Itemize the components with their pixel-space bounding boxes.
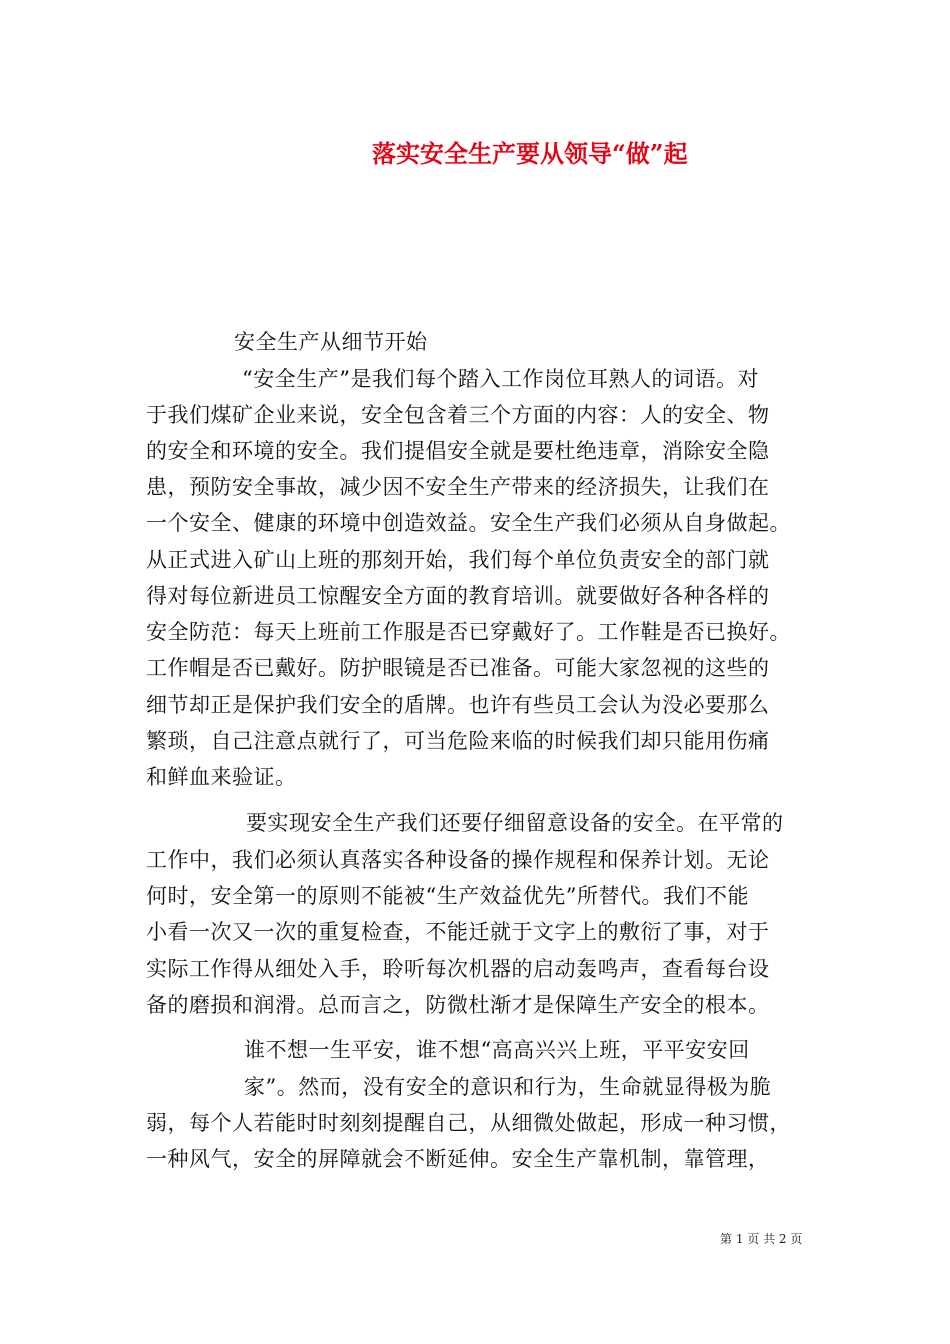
text-line: 一种风气，安全的屏障就会不断延伸。安全生产靠机制，靠管理， bbox=[146, 1147, 770, 1171]
text-line: 和鲜血来验证。 bbox=[146, 765, 297, 789]
text-line: 患，预防安全事故，减少因不安全生产带来的经济损失，让我们在 bbox=[146, 475, 770, 499]
text-line: 安全防范：每天上班前工作服是否已穿戴好了。工作鞋是否已换好。 bbox=[146, 620, 791, 644]
text-line: “安全生产”是我们每个踏入工作岗位耳熟人的词语。对 bbox=[242, 367, 759, 391]
text-line: 小看一次又一次的重复检查，不能迁就于文字上的敷衍了事，对于 bbox=[146, 920, 770, 944]
text-line: 何时，安全第一的原则不能被“生产效益优先”所替代。我们不能 bbox=[146, 884, 749, 908]
document-title: 落实安全生产要从领导“做”起 bbox=[372, 139, 688, 168]
text-line: 于我们煤矿企业来说，安全包含着三个方面的内容：人的安全、物 bbox=[146, 403, 770, 427]
page-number: 第 1 页 共 2 页 bbox=[720, 1232, 803, 1246]
text-line: 弱，每个人若能时时刻刻提醒自己，从细微处做起，形成一种习惯， bbox=[146, 1111, 791, 1135]
text-line: 实际工作得从细处入手，聆听每次机器的启动轰鸣声，查看每台设 bbox=[146, 957, 770, 981]
text-line: 家”。然而，没有安全的意识和行为，生命就显得极为脆 bbox=[244, 1075, 772, 1099]
text-line: 一个安全、健康的环境中创造效益。安全生产我们必须从自身做起。 bbox=[146, 511, 791, 535]
text-line: 繁琐，自己注意点就行了，可当危险来临的时候我们却只能用伤痛 bbox=[146, 729, 770, 753]
text-line: 要实现安全生产我们还要仔细留意设备的安全。在平常的 bbox=[246, 811, 784, 835]
text-line: 从正式进入矿山上班的那刻开始，我们每个单位负责安全的部门就 bbox=[146, 548, 770, 572]
text-line: 细节却正是保护我们安全的盾牌。也许有些员工会认为没必要那么 bbox=[146, 693, 770, 717]
text-line: 备的磨损和润滑。总而言之，防微杜渐才是保障生产安全的根本。 bbox=[146, 993, 770, 1017]
text-line: 的安全和环境的安全。我们提倡安全就是要杜绝违章，消除安全隐 bbox=[146, 439, 770, 463]
text-line: 谁不想一生平安，谁不想“高高兴兴上班，平平安安回 bbox=[244, 1038, 750, 1062]
text-line: 得对每位新进员工惊醒安全方面的教育培训。就要做好各种各样的 bbox=[146, 584, 770, 608]
text-line: 工作中，我们必须认真落实各种设备的操作规程和保养计划。无论 bbox=[146, 848, 770, 872]
section-heading: 安全生产从细节开始 bbox=[234, 330, 428, 354]
text-line: 工作帽是否已戴好。防护眼镜是否已准备。可能大家忽视的这些的 bbox=[146, 656, 770, 680]
